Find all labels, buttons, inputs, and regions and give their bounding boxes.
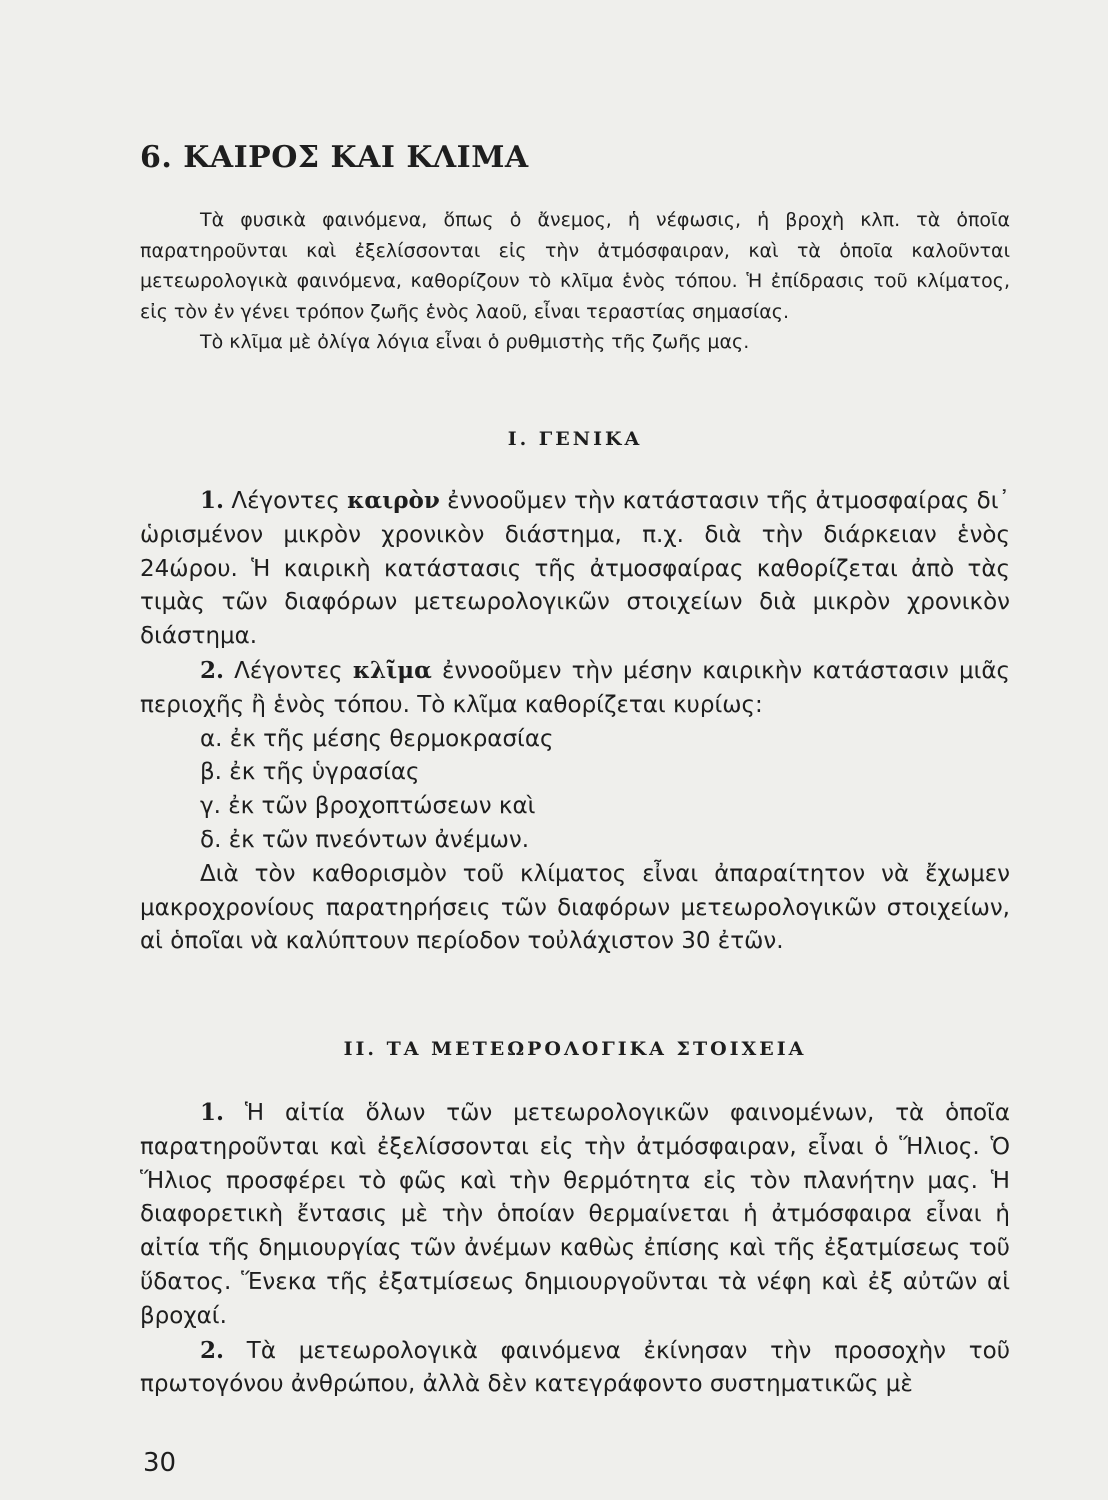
paragraph-text: Τὰ μετεωρολογικὰ φαινόμενα ἐκίνησαν τὴν προσοχὴν τοῦ πρωτογόνου ἀνθρώπου, ἀλλὰ δὲν κατεγράφοντο συστηματικῶς μὲ xyxy=(140,1337,1010,1398)
intro-paragraph: Τὰ φυσικὰ φαινόμενα, ὅπως ὁ ἄνεμος, ἡ νέφωσις, ἡ βροχὴ κλπ. τὰ ὁποῖα παρατηροῦνται καὶ ἐξελίσσονται εἰς τὴν ἀτμόσφαιραν, καὶ τὰ ὁποῖα καλοῦνται μετεωρολογικὰ φαινόμενα, καθορίζουν τὸ κλῖμα ἑνὸς τόπου. Ἡ ἐπίδρασις τοῦ κλίματος, εἰς τὸν ἐν γένει τρόπον ζωῆς ἑνὸς λαοῦ, εἶναι τεραστίας σημασίας. xyxy=(140,209,1010,323)
paragraph-number: 2. xyxy=(200,1336,225,1364)
paragraph-text: Λέγοντες xyxy=(234,657,343,684)
section-elements-body xyxy=(140,1096,1010,1402)
paragraph-text: ἐννοοῦμεν τὴν μέσην καιρικὴν κατάστασιν μιᾶς περιοχῆς ἢ ἑνὸς τόπου. Τὸ κλῖμα καθορίζεται κυρίως: xyxy=(140,657,1011,718)
paragraph-number: 1. xyxy=(200,1099,225,1126)
page-number: 30 xyxy=(143,1448,177,1478)
paragraph-number: 1. xyxy=(200,487,225,514)
list-item: δ. ἐκ τῶν πνεόντων ἀνέμων. xyxy=(200,826,530,853)
paragraph-observation-period: Διὰ τὸν καθορισμὸν τοῦ κλίματος εἶναι ἀπαραίτητον νὰ ἔχωμεν μακροχρονίους παρατηρήσεις τῶν διαφόρων μετεωρολογικῶν στοιχείων, αἱ ὁποῖαι νὰ καλύπτουν περίοδον τοὐλάχιστον 30 ἐτῶν. xyxy=(140,860,1010,955)
chapter-intro xyxy=(140,205,1010,358)
section-heading-meteorological-elements: II. ΤΑ ΜΕΤΕΩΡΟΛΟΓΙΚΑ ΣΤΟΙΧΕΙΑ xyxy=(343,1038,807,1060)
term-climate: κλῖμα xyxy=(352,656,432,684)
paragraph-climate-definition xyxy=(140,654,1010,723)
paragraph-number: 2. xyxy=(200,656,225,684)
intro-paragraph: Τὸ κλῖμα μὲ ὀλίγα λόγια εἶναι ὁ ρυθμιστὴς τῆς ζωῆς μας. xyxy=(200,331,750,353)
section-heading-general: I. ΓΕΝΙΚΑ xyxy=(507,428,643,450)
paragraph-text: Λέγοντες xyxy=(231,488,340,514)
paragraph-text: ἐννοοῦμεν τὴν κατάστασιν τῆς ἀτμοσφαίρας δι᾿ ὡρισμένον μικρὸν χρονικὸν διάστημα, π.χ. διὰ τὴν διάρκειαν ἑνὸς 24ώρου. Ἡ καιρικὴ κατάστασις τῆς ἀτμοσφαίρας καθορίζεται ἀπὸ τὰς τιμὰς τῶν διαφόρων μετεωρολογικῶν στοιχείων διὰ μικρὸν χρονικὸν διάστημα. xyxy=(140,488,1011,650)
climate-factors-list xyxy=(140,723,1010,858)
paragraph-primitive-man xyxy=(140,1334,1010,1403)
list-item: γ. ἐκ τῶν βροχοπτώσεων καὶ xyxy=(200,793,536,820)
section-general-body xyxy=(140,484,1010,959)
paragraph-weather-definition xyxy=(140,484,1010,654)
list-item: α. ἐκ τῆς μέσης θερμοκρασίας xyxy=(200,725,554,752)
list-item: β. ἐκ τῆς ὑγρασίας xyxy=(200,759,420,786)
paragraph-text: Ἡ αἰτία ὅλων τῶν μετεωρολογικῶν φαινομένων, τὰ ὁποῖα παρατηροῦνται καὶ ἐξελίσσονται εἰς τὴν ἀτμόσφαιραν, εἶναι ὁ Ἥλιος. Ὁ Ἥλιος προσφέρει τὸ φῶς καὶ τὴν θερμότητα εἰς τὸν πλανήτην μας. Ἡ διαφορετικὴ ἔντασις μὲ τὴν ὁποίαν θερμαίνεται ἡ ἀτμόσφαιρα εἶναι ἡ αἰτία τῆς δημιουργίας τῶν ἀνέμων καθὼς ἐπίσης καὶ τῆς ἐξατμίσεως τοῦ ὕδατος. Ἕνεκα τῆς ἐξατμίσεως δημιουργοῦνται τὰ νέφη καὶ ἐξ αὐτῶν αἱ βροχαί. xyxy=(140,1100,1011,1329)
chapter-title: 6. ΚΑΙΡΟΣ ΚΑΙ ΚΛΙΜΑ xyxy=(140,140,529,175)
paragraph-sun-cause xyxy=(140,1096,1010,1334)
term-weather: καιρὸν xyxy=(347,487,440,514)
